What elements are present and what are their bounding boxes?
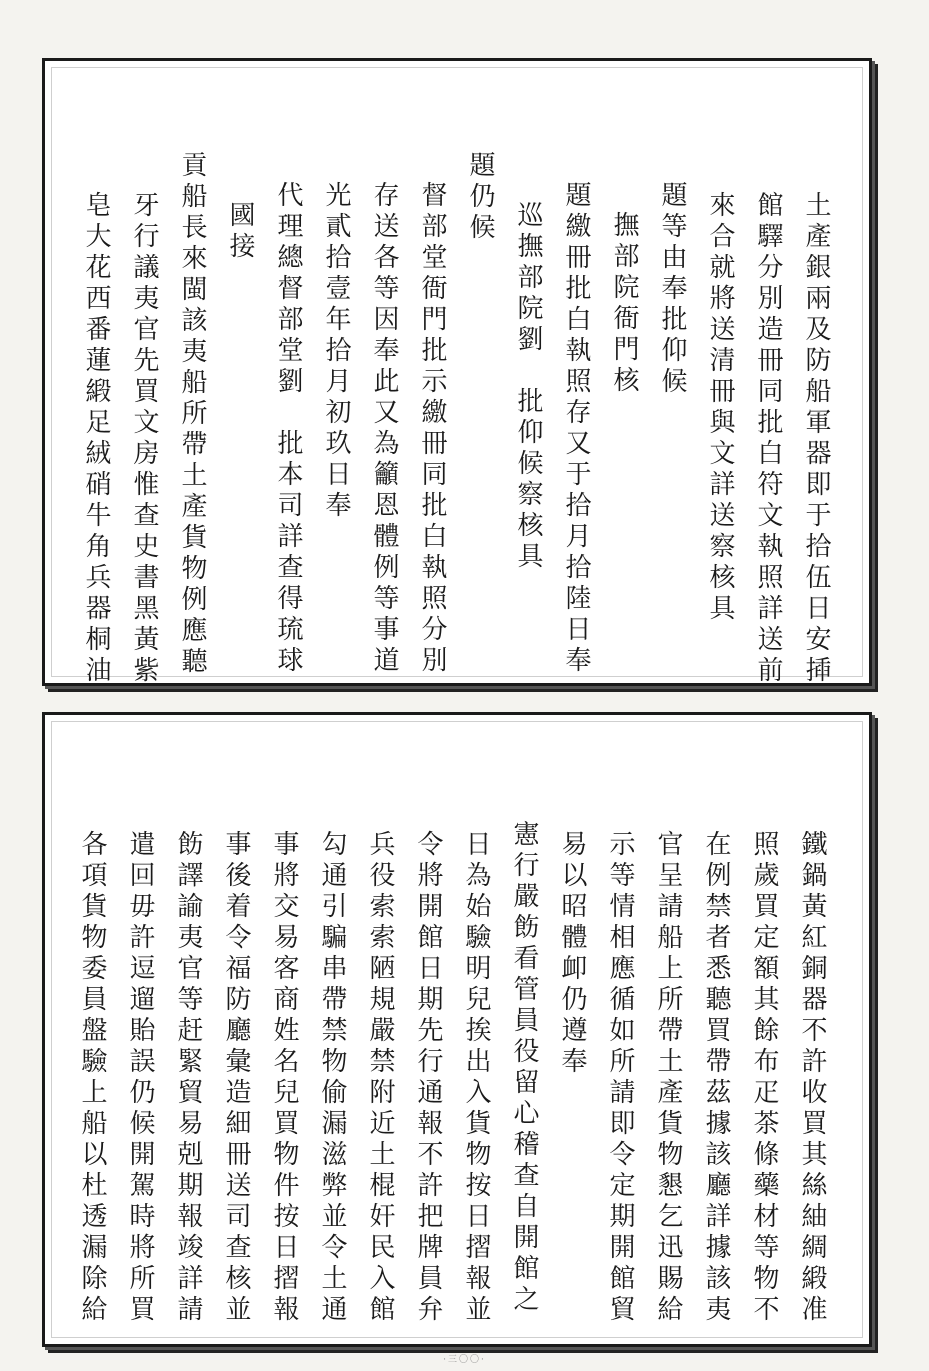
text-column: 易以昭體卹仍遵奉 [557,830,587,1078]
text-column: 督部堂衙門批示繳冊同批白執照分別 [417,181,447,677]
bottom-document-panel [42,712,872,1347]
text-column: 來合就將送清冊與文詳送察核具 [705,191,735,625]
top-document-panel [42,58,872,686]
text-column: 遣回毋許逗遛貽誤仍候開駕時將所買 [125,830,155,1326]
text-column: 兵役索索陋規嚴禁附近土棍奸民入館 [365,830,395,1326]
text-column: 在例禁者悉聽買帶茲據該廳詳據該夷 [701,830,731,1326]
top-text-columns [45,61,869,687]
text-column: 牙行議夷官先買文房惟查史書黑黃紫 [129,191,159,687]
text-column: 撫部院衙門核 [609,211,639,397]
text-column: 鐵鍋黃紅銅器不許收買其絲紬綢緞准 [797,830,827,1326]
text-column: 題仍候 [465,151,495,244]
text-column: 照歲買定額其餘布疋茶條藥材等物不 [749,830,779,1326]
text-column: 題等由奉批仰候 [657,181,687,398]
text-column: 國接 [225,201,255,263]
text-column: 館驛分別造冊同批白符文執照詳送前 [753,191,783,687]
text-column: 各項貨物委員盤驗上船以杜透漏除給 [77,830,107,1326]
text-column: 貢船長來閩該夷船所帶土產貨物例應聽 [177,151,207,678]
text-column: 勾通引騙串帶禁物偷漏滋弊並令土通 [317,830,347,1326]
text-column: 皂大花西番蓮緞足絨硝牛角兵器桐油 [81,191,111,687]
text-column: 巡撫部院劉 批仰候察核具 [513,201,543,573]
text-column: 示等情相應循如所請即令定期開館貿 [605,830,635,1326]
page-folio: ·三〇〇· [443,1355,486,1365]
text-column: 令將開館日期先行通報不許把牌員弁 [413,830,443,1326]
text-column: 光貳拾壹年拾月初玖日奉 [321,181,351,522]
text-column: 土產銀兩及防船軍器即于拾伍日安揷 [801,191,831,687]
text-column: 事後着令福防廳彙造細冊送司查核並 [221,830,251,1326]
text-column: 飭譯諭夷官等赶緊貿易剋期報竣詳請 [173,830,203,1326]
bottom-text-columns [45,715,869,1344]
text-column: 官呈請船上所帶土產貨物懇乞迅賜給 [653,830,683,1326]
text-column: 存送各等因奉此又為籲恩體例等事道 [369,181,399,677]
text-column: 事將交易客商姓名兒買物件按日摺報 [269,830,299,1326]
text-column: 代理總督部堂劉 批本司詳查得琉球 [273,181,303,677]
text-column: 日為始驗明兒挨出入貨物按日摺報並 [461,830,491,1326]
text-column: 憲行嚴飭看管員役留心稽查自開館之 [509,820,539,1316]
text-column: 題繳冊批白執照存又于拾月拾陸日奉 [561,181,591,677]
